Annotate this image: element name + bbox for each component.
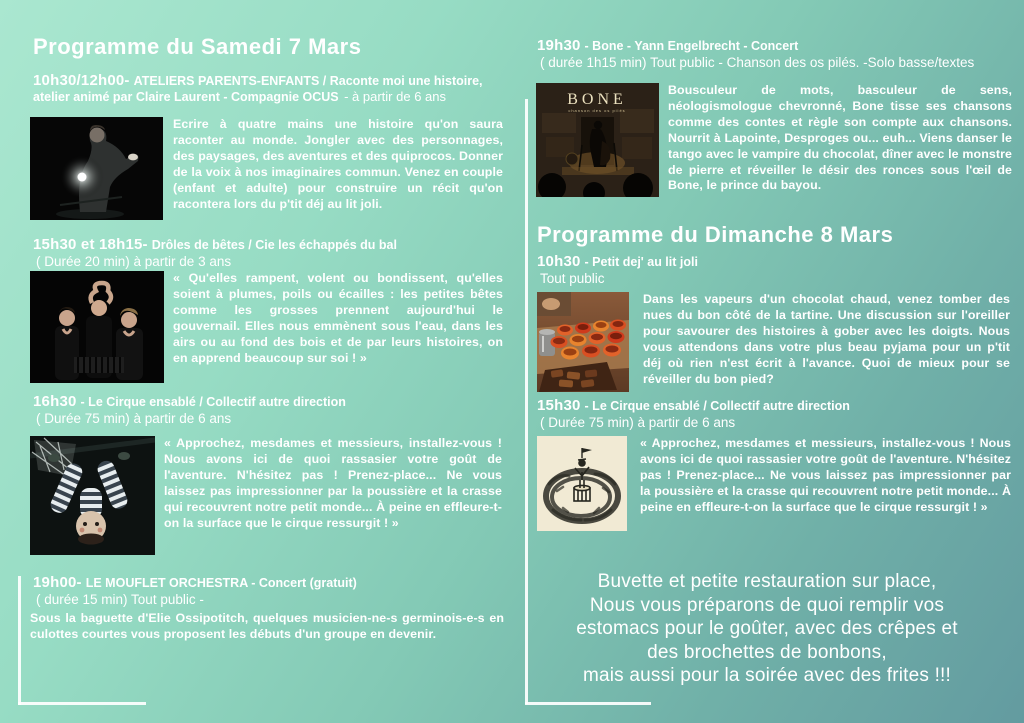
photo-petit-dej-bols (537, 292, 629, 392)
event-petitdej-heading (537, 254, 1013, 286)
event-time: 19h00- (33, 574, 82, 591)
event-title: - Petit dej' au lit joli (584, 255, 698, 269)
event-time: 10h30 (537, 253, 581, 270)
event-petitdej-row (537, 292, 1014, 392)
event-time: 15h30 et 18h15- (33, 236, 148, 253)
event-bone-row (536, 83, 1014, 197)
bone-cover-subtitle: chanson des os pilés (568, 108, 626, 113)
event-duration: ( durée 1h15 min) Tout public - Chanson des os pilés. -Solo basse/textes (540, 55, 975, 70)
event-cirque-heading (33, 394, 507, 426)
event-duration: ( Durée 75 min) à partir de 6 ans (540, 415, 736, 430)
saturday-program-title: Programme du Samedi 7 Mars (33, 34, 362, 59)
event-bone-heading (537, 38, 1013, 70)
event-duration: ( Durée 75 min) à partir de 6 ans (36, 411, 232, 426)
event-duration: ( durée 15 min) Tout public - (36, 592, 204, 607)
event-age: - à partir de 6 ans (344, 89, 446, 104)
sunday-program-title: Programme du Dimanche 8 Mars (537, 222, 894, 247)
footer-line: estomacs pour le goûter, avec des crêpes et (576, 618, 958, 639)
footer-line: Nous vous préparons de quoi remplir vos (589, 594, 945, 616)
event-droles-row (30, 271, 507, 383)
event-title: - Bone - Yann Engelbrecht - Concert (584, 39, 799, 53)
photo-cirque-illustration (537, 436, 627, 531)
divider-left-bottom (18, 702, 146, 705)
event-cirque2-description: « Approchez, mesdames et messieurs, installez-vous ! Nous avons ici de quoi rassasier votre goût de l'aventure. N'hésitez pas ! Prenez-place... Ne vous laissez pas impressionner par la poussière et la crasse qui recouvrent notre petit monde... À peine en effleure-t-on la surface que le cirque ressurgit ! » (640, 436, 1011, 514)
event-title: - Le Cirque ensablé / Collectif autre direction (584, 399, 850, 413)
footer-line: des brochettes de bonbons, (647, 641, 887, 663)
event-mouflet-description: Sous la baguette d'Elie Ossipotitch, quelques musicien-ne-s germinois-e-s en culottes courtes vous proposent les débuts d'un groupe en devenir. (30, 611, 504, 641)
event-bone-description: Bousculeur de mots, basculeur de sens, néologismologue chevronné, Bone tisse ses chansons comme des contes et règle son compte aux chansons. Nourrit à Lapointe, Desproges ou... euh... Viens danser le tango avec le vampire du chocolat, dîner avec le monstre de pierre et réveiller le désir des ronces sous l'œil de Bone, le prince du bayou. (668, 83, 1012, 193)
photo-cirque-puppet (30, 436, 155, 555)
event-time: 19h30 (537, 37, 581, 54)
divider-center-bottom (525, 702, 651, 705)
event-mouflet-heading (33, 575, 507, 607)
footer-line: Buvette et petite restauration sur place, (597, 571, 937, 592)
event-atelier-description: Ecrire à quatre mains une histoire qu'on saura raconter au monde. Jongler avec des personnages, des paysages, des aventures et des quiprocos. Donner de la voix à nos imaginaires commun. Venez en couple (enfant et adulte) pour construire un récit qu'on racontera lors du p'tit déj au lit joli. (173, 117, 503, 211)
event-title: - Le Cirque ensablé / Collectif autre direction (80, 395, 346, 409)
event-title: Drôles de bêtes / Cie les échappés du bal (151, 238, 397, 252)
event-droles-heading (33, 237, 507, 269)
event-audience: Tout public (540, 271, 605, 286)
event-time: 15h30 (537, 397, 581, 414)
event-atelier-row (30, 117, 507, 220)
event-duration: ( Durée 20 min) à partir de 3 ans (36, 254, 232, 269)
footer-line: mais aussi pour la soirée avec des frites !!! (582, 665, 952, 686)
event-cirque-row (30, 436, 507, 555)
event-title: ATELIERS PARENTS-ENFANTS / Raconte moi une histoire, atelier animé par Claire Laurent - Compagnie OCUS (33, 74, 483, 104)
divider-left-vertical (18, 576, 21, 705)
event-title: LE MOUFLET ORCHESTRA - Concert (gratuit) (85, 576, 357, 590)
photo-bone-concert (536, 83, 659, 197)
photo-droles-de-betes (30, 271, 164, 383)
footer-buvette-text (528, 570, 1006, 688)
event-time: 16h30 (33, 393, 77, 410)
event-atelier-heading (33, 73, 507, 105)
event-cirque2-row (537, 436, 1014, 531)
event-cirque-description: « Approchez, mesdames et messieurs, installez-vous ! Nous avons ici de quoi rassasier votre goût de l'aventure. N'hésitez pas ! Prenez-place... Ne vous laissez pas impressionner par la poussière et la crasse qui recouvrent notre petit monde... À peine en effleure-t-on la surface que le cirque ressurgit ! » (164, 436, 502, 530)
photo-atelier-ocus (30, 117, 163, 220)
event-droles-description: « Qu'elles rampent, volent ou bondissent, qu'elles soient à plumes, poils ou écailles : les petites bêtes comme les grosses prennent aujourd'hui le gouvernail. Elles nous emmènent sous l'eau, dans les airs ou au fond des bois et de par leurs histoires, on en apprend beaucoup sur soi ! » (173, 271, 503, 365)
event-petitdej-description: Dans les vapeurs d'un chocolat chaud, venez tomber des nues du bon côté de la tartine. Une discussion sur l'oreiller pour savourer des histoires à gober avec les doigts. Nous vous attendons dans votre plus beau pyjama pour un p'tit déj où rien n'est écrit à l'avance. Quoi de mieux pour se réveiller du bon pied? (643, 292, 1010, 386)
event-time: 10h30/12h00- (33, 72, 130, 89)
event-cirque2-heading (537, 398, 1013, 430)
bone-cover-title: BONE (567, 91, 627, 108)
